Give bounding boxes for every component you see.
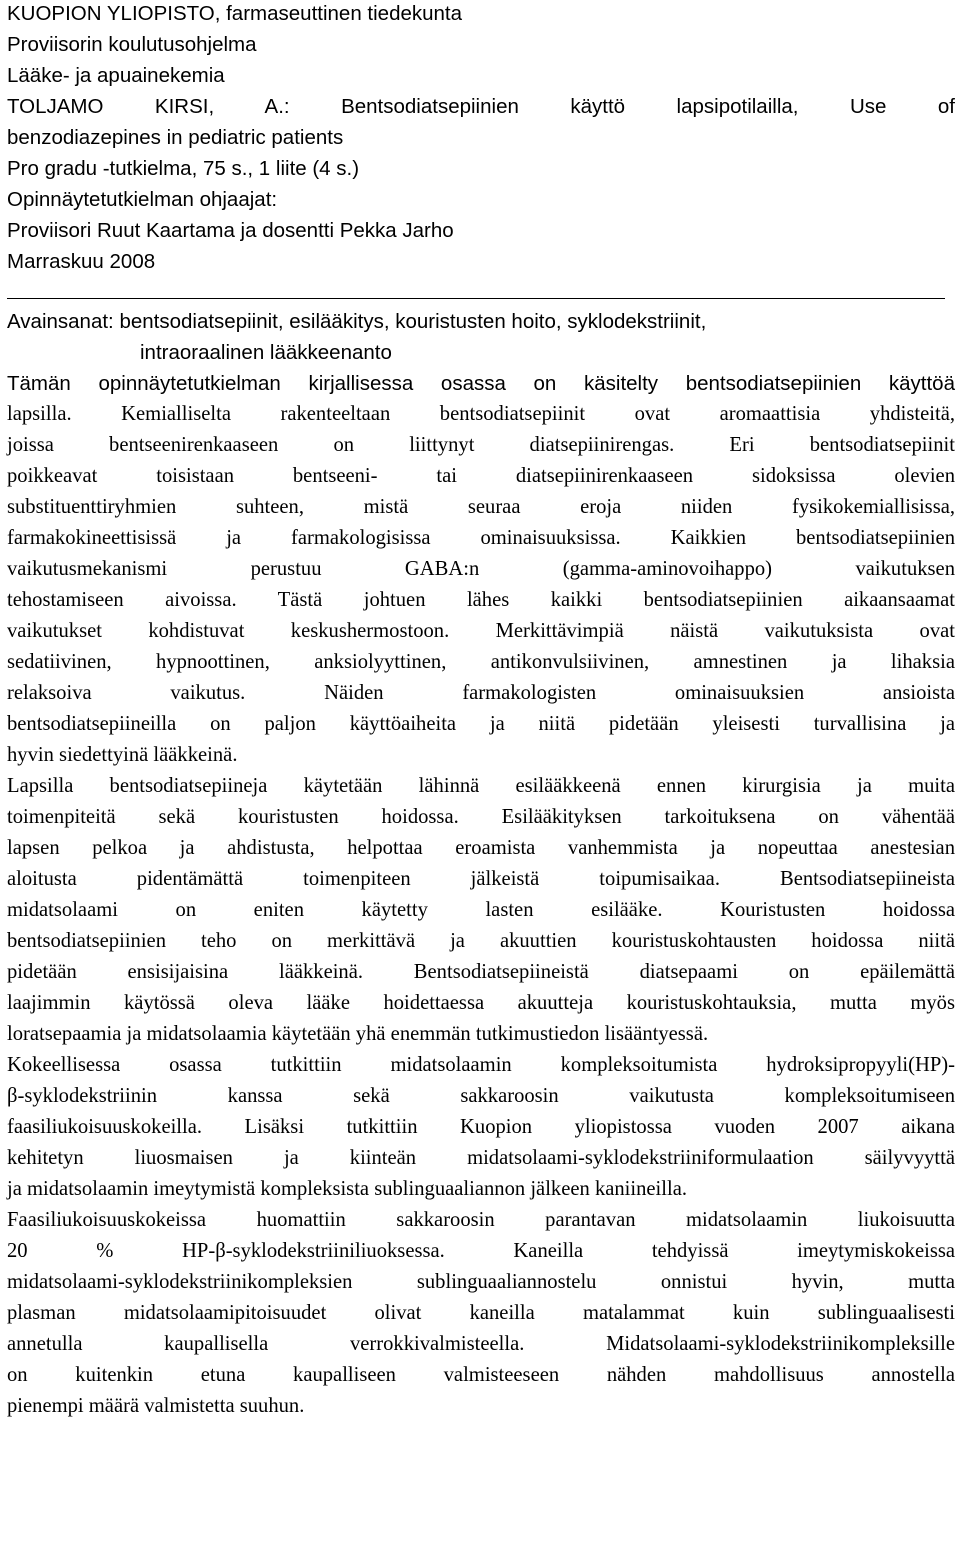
paragraph-line: pidetään ensisijaisina lääkkeinä. Bentsodiatsepiineistä diatsepaami on epäilemättä [7,961,955,983]
paragraph-line: midatsolaami on eniten käytetty lasten esilääke. Kouristusten hoidossa [7,899,955,921]
paragraph-line: tehostamiseen aivoissa. Tästä johtuen lähes kaikki bentsodiatsepiinien aikaansaamat [7,589,955,611]
abstract-paragraph-3 [7,1050,955,1205]
document-header [7,0,955,277]
header-line-thesis-info: Pro gradu -tutkielma, 75 s., 1 liite (4 s.) [7,157,360,180]
paragraph-line: toimenpiteitä sekä kouristusten hoidossa. Esilääkityksen tarkoituksena on vähentää [7,806,955,828]
paragraph-line: bentsodiatsepiineilla on paljon käyttöaiheita ja niitä pidetään yleisesti turvallisina ja [7,713,955,735]
paragraph-line: Faasiliukoisuuskokeissa huomattiin sakkaroosin parantavan midatsolaamin liukoisuutta [7,1209,955,1231]
keywords-line-1: Avainsanat: bentsodiatsepiinit, esilääkitys, kouristusten hoito, syklodekstriinit, [7,310,707,333]
paragraph-line: Kokeellisessa osassa tutkittiin midatsolaamin kompleksoitumista hydroksipropyyli(HP)- [7,1054,955,1076]
paragraph-line: midatsolaami-syklodekstriinikompleksien sublinguaaliannostelu onnistui hyvin, mutta [7,1271,955,1293]
paragraph-line: annetulla kaupallisella verrokkivalmisteella. Midatsolaami-syklodekstriinikompleksille [7,1333,955,1355]
abstract-paragraph-2 [7,771,955,1050]
header-line-supervisors: Proviisori Ruut Kaartama ja dosentti Pekka Jarho [7,219,454,242]
abstract-body [7,368,955,1422]
header-line-university: KUOPION YLIOPISTO, farmaseuttinen tiedekunta [7,2,463,25]
paragraph-line: vaikutukset kohdistuvat keskushermostoon. Merkittävimpiä näistä vaikutuksista ovat [7,620,955,642]
paragraph-line: joissa bentseenirenkaaseen on liittynyt diatsepiinirengas. Eri bentsodiatsepiinit [7,434,955,456]
header-line-programme: Proviisorin koulutusohjelma [7,33,257,56]
abstract-paragraph-4 [7,1205,955,1422]
paragraph-line: Tämän opinnäytetutkielman kirjallisessa osassa on käsitelty bentsodiatsepiinien käyttöä [7,372,955,395]
paragraph-line: vaikutusmekanismi perustuu GABA:n (gamma-aminovoihappo) vaikutuksen [7,558,955,580]
header-line-date: Marraskuu 2008 [7,250,156,273]
abstract-paragraph-1 [7,368,955,771]
paragraph-line: loratsepaamia ja midatsolaamia käytetään yhä enemmän tutkimustiedon lisääntyessä. [7,1023,709,1045]
document-page [7,0,955,1422]
paragraph-line: on kuitenkin etuna kaupalliseen valmisteeseen nähden mahdollisuus annostella [7,1364,955,1386]
paragraph-line: faasiliukoisuuskokeilla. Lisäksi tutkittiin Kuopion yliopistossa vuoden 2007 aikana [7,1116,955,1138]
paragraph-line: lapsen pelkoa ja ahdistusta, helpottaa eroamista vanhemmista ja nopeuttaa anestesian [7,837,955,859]
paragraph-line: hyvin siedettyinä lääkkeinä. [7,744,238,766]
paragraph-line: lapsilla. Kemialliselta rakenteeltaan bentsodiatsepiinit ovat aromaattisia yhdisteitä, [7,403,955,425]
paragraph-line: laajimmin käytössä oleva lääke hoidettaessa akuutteja kouristuskohtauksia, mutta myös [7,992,955,1014]
paragraph-line: pienempi määrä valmistetta suuhun. [7,1395,305,1417]
header-line-department: Lääke- ja apuainekemia [7,64,225,87]
paragraph-line: Lapsilla bentsodiatsepiineja käytetään lähinnä esilääkkeenä ennen kirurgisia ja muita [7,775,955,797]
keywords-block [7,306,955,368]
paragraph-line: farmakokineettisissä ja farmakologisissa ominaisuuksissa. Kaikkien bentsodiatsepiinien [7,527,955,549]
paragraph-line: 20 % HP-β-syklodekstriiniliuoksessa. Kaneilla tehdyissä imeytymiskokeissa [7,1240,955,1262]
keywords-line-2: intraoraalinen lääkkeenanto [140,341,392,364]
paragraph-line: plasman midatsolaamipitoisuudet olivat kaneilla matalammat kuin sublinguaalisesti [7,1302,955,1324]
paragraph-line: relaksoiva vaikutus. Näiden farmakologisten ominaisuuksien ansioista [7,682,955,704]
paragraph-line: ja midatsolaamin imeytymistä kompleksista sublinguaaliannon jälkeen kaniineilla. [7,1178,688,1200]
paragraph-line: bentsodiatsepiinien teho on merkittävä ja akuuttien kouristuskohtausten hoidossa niitä [7,930,955,952]
paragraph-line: substituenttiryhmien suhteen, mistä seuraa eroja niiden fysikokemiallisissa, [7,496,955,518]
paragraph-line: sedatiivinen, hypnoottinen, anksiolyyttinen, antikonvulsiivinen, amnestinen ja lihaksia [7,651,955,673]
header-divider [7,298,945,299]
header-line-author-title: TOLJAMO KIRSI, A.: Bentsodiatsepiinien käyttö lapsipotilailla, Use of [7,95,955,118]
paragraph-line: β-syklodekstriinin kanssa sekä sakkaroosin vaikutusta kompleksoitumiseen [7,1085,955,1107]
paragraph-line: kehitetyn liuosmaisen ja kiinteän midatsolaami-syklodekstriiniformulaation säilyvyyttä [7,1147,955,1169]
header-line-supervisors-label: Opinnäytetutkielman ohjaajat: [7,188,278,211]
header-line-title-english: benzodiazepines in pediatric patients [7,126,344,149]
paragraph-line: poikkeavat toisistaan bentseeni- tai diatsepiinirenkaaseen sidoksissa olevien [7,465,955,487]
paragraph-line: aloitusta pidentämättä toimenpiteen jälkeistä toipumisaikaa. Bentsodiatsepiineista [7,868,955,890]
